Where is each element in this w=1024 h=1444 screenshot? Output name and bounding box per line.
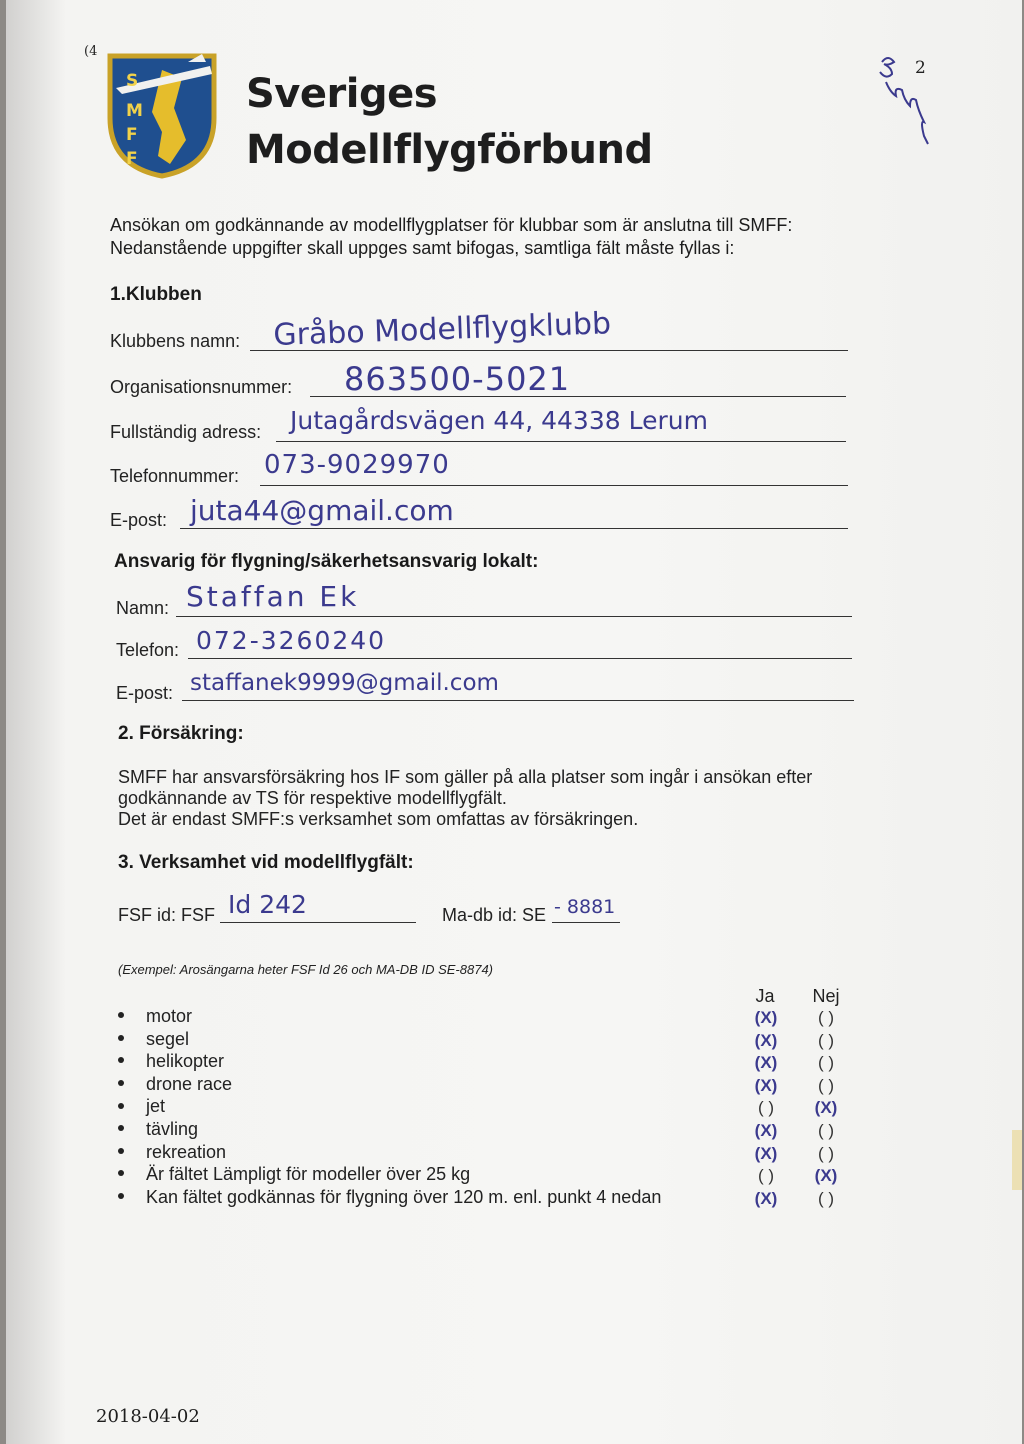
intro-line-1: Ansökan om godkännande av modellflygplatser för klubbar som är anslutna till SMFF: xyxy=(110,215,793,235)
yes-checkbox[interactable]: (X) xyxy=(754,1030,778,1050)
page-number: 2 xyxy=(915,58,926,78)
yes-checkbox[interactable]: (X) xyxy=(754,1053,778,1073)
responsible-name-line xyxy=(176,616,852,617)
no-checkbox[interactable]: ( ) xyxy=(817,1053,835,1073)
bullet-icon xyxy=(118,1035,124,1041)
email-field[interactable]: juta44@gmail.com xyxy=(190,494,454,527)
brand-line-2: Modellflygförbund xyxy=(246,127,653,173)
madb-id-label: Ma-db id: SE xyxy=(442,905,547,925)
responsible-phone-field[interactable]: 072-3260240 xyxy=(196,626,387,655)
bullet-icon xyxy=(118,1193,124,1199)
email-label: E-post: xyxy=(110,510,168,530)
activity-row xyxy=(118,1142,226,1165)
yes-checkbox[interactable]: (X) xyxy=(754,1008,778,1027)
bullet-icon xyxy=(118,1103,124,1109)
fsf-id-line xyxy=(220,922,416,923)
org-number-label: Organisationsnummer: xyxy=(110,377,293,397)
brand-line-1: Sveriges xyxy=(246,71,438,117)
margin-signature xyxy=(872,48,932,158)
phone-field[interactable]: 073-9029970 xyxy=(264,450,450,480)
intro-text xyxy=(110,214,870,260)
activity-label: drone race xyxy=(146,1073,233,1094)
responsible-email-field[interactable]: staffanek9999@gmail.com xyxy=(190,670,499,696)
logo-letter-s: S xyxy=(126,71,139,91)
no-checkbox[interactable]: (X) xyxy=(814,1166,838,1186)
no-checkbox[interactable]: ( ) xyxy=(817,1075,835,1095)
madb-id-field[interactable]: - 8881 xyxy=(554,896,616,918)
no-checkbox[interactable]: ( ) xyxy=(817,1008,835,1027)
responsible-name-label: Namn: xyxy=(116,598,170,618)
form-page xyxy=(6,0,1022,1444)
activity-row xyxy=(118,1029,189,1052)
bullet-icon xyxy=(118,1012,124,1018)
bullet-icon xyxy=(118,1170,124,1176)
address-label: Fullständig adress: xyxy=(110,422,262,442)
responsible-heading: Ansvarig för flygning/säkerhetsansvarig lokalt: xyxy=(114,551,539,572)
column-yes-header: Ja xyxy=(755,986,775,1006)
yes-checkbox[interactable]: (X) xyxy=(754,1121,778,1140)
no-checkbox[interactable]: ( ) xyxy=(817,1143,835,1163)
activity-label: motor xyxy=(146,1006,193,1026)
address-field[interactable]: Jutagårdsvägen 44, 44338 Lerum xyxy=(290,406,708,435)
bullet-icon xyxy=(118,1057,124,1063)
activity-label: helikopter xyxy=(146,1051,225,1072)
insurance-text xyxy=(118,767,878,830)
smff-logo xyxy=(102,48,222,180)
corner-mark: (4 xyxy=(84,44,98,59)
responsible-email-label: E-post: xyxy=(116,683,174,703)
fsf-id-field[interactable]: Id 242 xyxy=(228,890,307,919)
activity-label: tävling xyxy=(146,1119,199,1139)
activity-row xyxy=(118,1096,165,1119)
insurance-line-1: SMFF har ansvarsförsäkring hos IF som gäller på alla platser som ingår i ansökan efter xyxy=(118,767,813,787)
org-number-field[interactable]: 863500-5021 xyxy=(344,360,571,398)
yes-checkbox[interactable]: ( ) xyxy=(757,1098,775,1118)
phone-line xyxy=(260,485,848,486)
no-checkbox[interactable]: ( ) xyxy=(817,1188,835,1208)
no-checkbox[interactable]: ( ) xyxy=(817,1121,835,1140)
bullet-icon xyxy=(118,1125,124,1131)
activity-row xyxy=(118,1187,661,1210)
phone-label: Telefonnummer: xyxy=(110,466,240,486)
email-line xyxy=(180,528,848,529)
responsible-name-field[interactable]: Staffan Ek xyxy=(186,580,360,613)
yes-checkbox[interactable]: (X) xyxy=(754,1075,778,1095)
activity-row xyxy=(118,1074,232,1097)
activity-label: segel xyxy=(146,1028,190,1049)
section-2-heading: 2. Försäkring: xyxy=(118,723,244,744)
yes-checkbox[interactable]: (X) xyxy=(754,1143,778,1163)
logo-letter-f2: F xyxy=(126,149,138,169)
activity-label: Kan fältet godkännas för flygning över 120 m. enl. punkt 4 nedan xyxy=(146,1186,662,1207)
logo-letter-m: M xyxy=(126,101,143,121)
insurance-line-2: godkännande av TS för respektive modellflygfält. xyxy=(118,788,507,808)
no-checkbox[interactable]: ( ) xyxy=(817,1030,835,1050)
club-name-label: Klubbens namn: xyxy=(110,331,241,351)
responsible-email-line xyxy=(182,700,854,701)
bullet-icon xyxy=(118,1148,124,1154)
activity-label: jet xyxy=(146,1096,166,1117)
activity-row xyxy=(118,1006,192,1029)
activity-row xyxy=(118,1119,198,1142)
responsible-phone-label: Telefon: xyxy=(116,640,180,660)
example-note: (Exempel: Arosängarna heter FSF Id 26 och MA-DB ID SE-8874) xyxy=(118,962,494,977)
no-checkbox[interactable]: (X) xyxy=(814,1098,838,1118)
column-no-header: Nej xyxy=(812,986,840,1006)
madb-id-line xyxy=(552,922,620,923)
address-line xyxy=(276,441,846,442)
club-name-field[interactable]: Gråbo Modellflygklubb xyxy=(272,306,612,353)
activity-label: Är fältet Lämpligt för modeller över 25 kg xyxy=(146,1164,471,1185)
fsf-id-label: FSF id: FSF xyxy=(118,905,216,925)
bullet-icon xyxy=(118,1080,124,1086)
footer-date: 2018-04-02 xyxy=(96,1406,200,1427)
intro-line-2: Nedanstående uppgifter skall uppges samt bifogas, samtliga fält måste fyllas i: xyxy=(110,238,735,258)
yes-checkbox[interactable]: (X) xyxy=(754,1188,778,1208)
responsible-phone-line xyxy=(188,658,852,659)
logo-letter-f1: F xyxy=(126,125,138,145)
section-3-heading: 3. Verksamhet vid modellflygfält: xyxy=(118,852,414,873)
section-1-heading: 1.Klubben xyxy=(110,284,202,305)
organisation-name xyxy=(246,66,653,178)
activity-row xyxy=(118,1164,470,1187)
yes-checkbox[interactable]: ( ) xyxy=(757,1166,775,1186)
activity-label: rekreation xyxy=(146,1141,227,1162)
insurance-line-3: Det är endast SMFF:s verksamhet som omfattas av försäkringen. xyxy=(118,809,639,829)
edge-highlight xyxy=(1012,1130,1022,1190)
activity-row xyxy=(118,1051,224,1074)
